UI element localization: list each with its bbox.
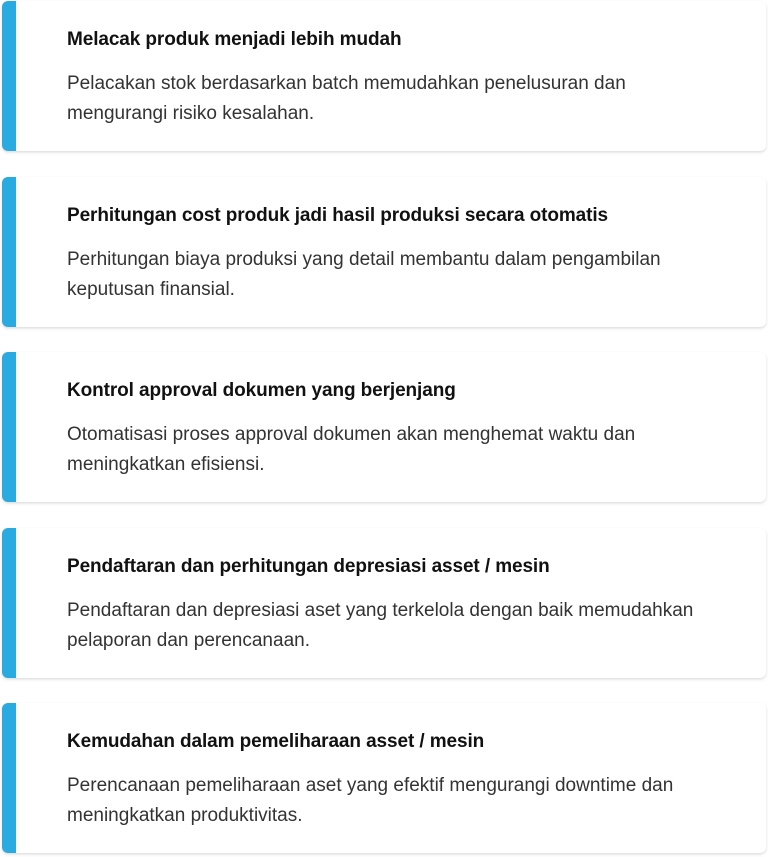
feature-card (2, 352, 766, 502)
card-accent-bar (2, 1, 16, 151)
feature-card (2, 703, 766, 853)
feature-title: Melacak produk menjadi lebih mudah (67, 29, 402, 50)
feature-card (2, 177, 766, 327)
feature-description: Perencanaan pemeliharaan aset yang efektif mengurangi downtime dan meningkatkan produktivitas. (67, 775, 674, 826)
feature-description: Otomatisasi proses approval dokumen akan menghemat waktu dan meningkatkan efisiensi. (67, 424, 636, 475)
feature-card (2, 528, 766, 678)
feature-description: Pendaftaran dan depresiasi aset yang terkelola dengan baik memudahkan pelaporan dan perencanaan. (67, 600, 694, 651)
feature-description: Perhitungan biaya produksi yang detail membantu dalam pengambilan keputusan finansial. (67, 249, 661, 300)
feature-title: Kemudahan dalam pemeliharaan asset / mesin (67, 731, 485, 752)
feature-description: Pelacakan stok berdasarkan batch memudahkan penelusuran dan mengurangi risiko kesalahan. (67, 73, 626, 124)
feature-title: Perhitungan cost produk jadi hasil produksi secara otomatis (67, 205, 608, 226)
card-accent-bar (2, 177, 16, 327)
card-accent-bar (2, 352, 16, 502)
feature-title: Pendaftaran dan perhitungan depresiasi asset / mesin (67, 556, 550, 577)
feature-title: Kontrol approval dokumen yang berjenjang (67, 380, 456, 401)
card-accent-bar (2, 528, 16, 678)
feature-card (2, 1, 766, 151)
card-accent-bar (2, 703, 16, 853)
